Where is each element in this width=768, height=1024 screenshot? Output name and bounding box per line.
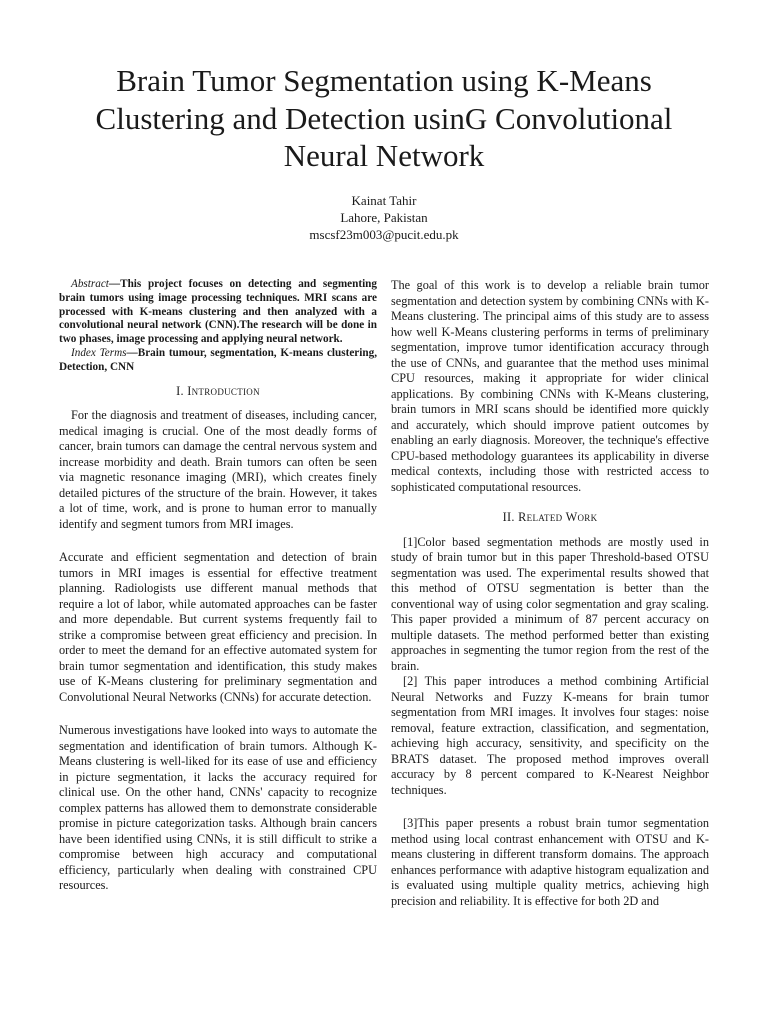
author-name: Kainat Tahir — [351, 193, 417, 208]
abstract — [59, 278, 377, 347]
index-terms-text: —Brain tumour, segmentation, K-means clustering, Detection, CNN — [59, 346, 377, 373]
abstract-text: —This project focuses on detecting and segmenting brain tumors using image processing techniques. MRI scans are processed with K-means clustering and then analyzed with a convolutional neural network (CNN).The research will be done in two phases, image processing and applying neural network. — [59, 278, 377, 346]
index-terms — [59, 347, 377, 375]
related-work-paragraph-2: [2] This paper introduces a method combining Artificial Neural Networks and Fuzzy K-means for brain tumor segmentation from MRI images. It involves four stages: noise removal, feature extraction, classification, and segmentation, achieving high accuracy, sensitivity, and specificity on the BRATS dataset. The proposed method improves overall accuracy by 8 percent compared to K-Nearest Neighbor techniques. — [391, 674, 709, 797]
section-number: II. — [502, 510, 515, 524]
abstract-label: Abstract — [71, 278, 109, 290]
section-heading-related-work — [391, 510, 709, 526]
author-block — [0, 192, 768, 243]
section-heading-introduction — [59, 384, 377, 400]
author-location: Lahore, Pakistan — [340, 210, 428, 225]
related-work-paragraph-1: [1]Color based segmentation methods are mostly used in study of brain tumor but in this paper Threshold-based OTSU segmentation was used. The experimental results showed that this method of OTSU segmentation is better than the conventional way of using color segmentation and gray scaling. This paper provided a minimum of 87 percent accuracy on multiple datasets. The method performed better than existing approaches in segmenting the tumor region from the rest of the brain. — [391, 534, 709, 673]
left-column — [59, 278, 377, 894]
intro-paragraph-1: For the diagnosis and treatment of diseases, including cancer, medical imaging is crucial. One of the most deadly forms of cancer, brain tumors can damage the central nervous system and increase morbidity and death. Brain tumors can often be seen via magnetic resonance imaging (MRI), which creates finely detailed pictures of the structure of the brain. However, it takes a lot of time, work, and is prone to human error to manually identify and segment tumors from MRI images. — [59, 408, 377, 531]
intro-paragraph-2: Accurate and efficient segmentation and detection of brain tumors in MRI images is essential for effective treatment planning. Radiologists use different manual methods that require a lot of labor, while automated approaches can be faster and more dependable. But current systems frequently fail to strike a compromise between great efficiency and precision. In order to meet the demand for an effective automated system for brain tumor segmentation and identification, this study makes use of K-Means clustering for preliminary segmentation and Convolutional Neural Networks (CNNs) for accurate detection. — [59, 550, 377, 704]
right-column — [391, 278, 709, 909]
index-terms-label: Index Terms — [71, 346, 127, 359]
section-title: Introduction — [187, 383, 260, 398]
related-work-paragraph-3: [3]This paper presents a robust brain tumor segmentation method using local contrast enhancement with OTSU and K-means clustering in different transform domains. The approach enhances performance with adaptive histogram equalization and is evaluated using multiple quality metrics, achieving high precision and reliability. It is effective for both 2D and — [391, 816, 709, 908]
section-title: Related Work — [518, 510, 598, 524]
goal-paragraph: The goal of this work is to develop a reliable brain tumor segmentation and detection system by combining CNNs with K-Means clustering. The principal aims of this study are to assess how well K-Means clustering performs in terms of preliminary segmentation, improve tumor identification accuracy through the use of CNNs, and guarantee that the method uses minimal CPU resources, making it appropriate for wider clinical applications. By combining CNNs with K-Means clustering, brain tumors in MRI scans should be identified more quickly and accurately, which should improve patient outcomes by enabling an early diagnosis. Moreover, the technique's effective CPU-based methodology guarantees its applicability in diverse medical contexts, including those with restricted access to sophisticated computational resources. — [391, 278, 709, 494]
author-email: mscsf23m003@pucit.edu.pk — [309, 227, 459, 242]
section-number: I. — [176, 383, 184, 398]
paper-title: Brain Tumor Segmentation using K-Means Clustering and Detection usinG Convolutional Neural Network — [95, 63, 673, 173]
intro-paragraph-3: Numerous investigations have looked into ways to automate the segmentation and identification of brain tumors. Although K-Means clustering is well-liked for its ease of use and efficiency in picture segmentation, it lacks the accuracy required for clinical use. On the other hand, CNNs' capacity to recognize complex patterns has allowed them to demonstrate considerable promise in picture categorization tasks. Although brain cancers have been identified using CNNs, it is still difficult to strike a compromise between high accuracy and computational efficiency, particularly when dealing with constrained CPU resources. — [59, 723, 377, 893]
